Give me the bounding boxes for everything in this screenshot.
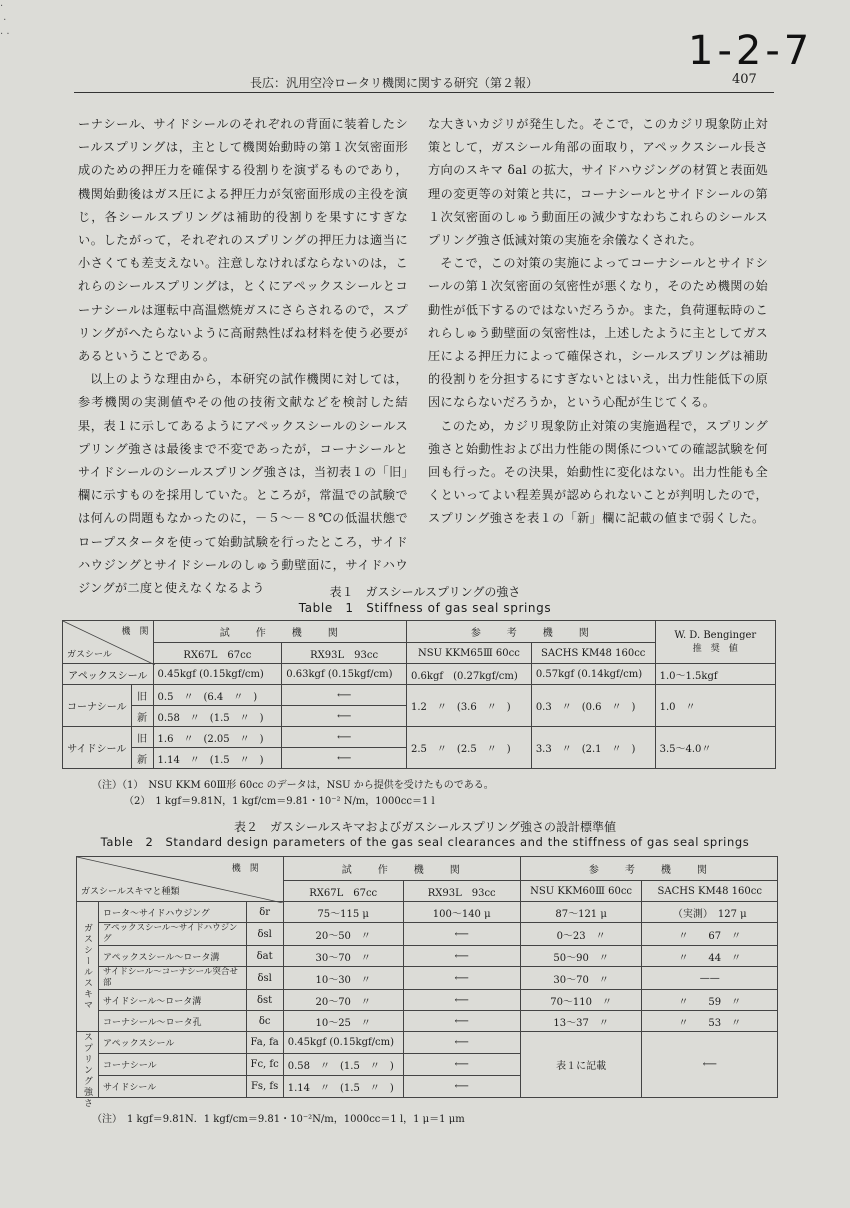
table-row xyxy=(77,1011,778,1032)
table-cell: 10～30 〃 xyxy=(283,967,403,990)
row-label: アペックスシール xyxy=(63,664,154,685)
symbol: δsl xyxy=(246,967,283,990)
table-cell: 2.5 〃 (2.5 〃 ) xyxy=(407,727,532,769)
table-cell: 〃 44 〃 xyxy=(642,946,778,967)
table-cell: 1.2 〃 (3.6 〃 ) xyxy=(407,685,532,727)
table-row xyxy=(63,664,776,685)
table-row xyxy=(77,967,778,990)
group-label-spring: スプリング強さ xyxy=(77,1032,99,1098)
table-cell: 10～25 〃 xyxy=(283,1011,403,1032)
table-cell: 0.58 〃 (1.5 〃 ) xyxy=(153,706,282,727)
table-cell: ⟵ xyxy=(403,1011,520,1032)
table-row xyxy=(77,1032,778,1054)
corner-top-label: 機 関 xyxy=(231,864,259,874)
new-label: 新 xyxy=(131,748,153,769)
table1 xyxy=(62,620,776,769)
row-label: サイドシール～コーナシール突合せ部 xyxy=(99,967,247,990)
table-cell: ⟵ xyxy=(403,1032,520,1054)
table-cell: 表１に記載 xyxy=(520,1032,642,1098)
old-label: 旧 xyxy=(131,727,153,748)
corner-bottom-label: ガスシールスキマと種類 xyxy=(81,887,180,897)
table1-benginger-header xyxy=(655,621,775,664)
row-label: コーナシール～ロータ孔 xyxy=(99,1011,247,1032)
benginger-name: W. D. Benginger xyxy=(674,630,757,641)
engine-header: RX93L 93cc xyxy=(282,643,407,664)
row-label: サイドシール xyxy=(99,1076,247,1098)
corner-top-label: 機 関 xyxy=(121,627,149,637)
table-cell: 75～115 μ xyxy=(283,902,403,923)
table-cell: 3.3 〃 (2.1 〃 ) xyxy=(531,727,655,769)
old-label: 旧 xyxy=(131,685,153,706)
symbol: Fs, fs xyxy=(246,1076,283,1098)
table-cell: 1.0 〃 xyxy=(655,685,775,727)
table-cell: 0.45kgf (0.15kgf/cm) xyxy=(283,1032,403,1054)
running-header: 長広：汎用空冷ロータリ機関に関する研究（第２報） xyxy=(250,76,539,90)
row-label: ロータ～サイドハウジング xyxy=(99,902,247,923)
table-cell: ⟵ xyxy=(403,990,520,1011)
table-row xyxy=(77,946,778,967)
table-cell: 0～23 〃 xyxy=(520,923,642,946)
group-label-clearance: ガスシールスキマ xyxy=(77,902,99,1032)
table2-caption-ja: 表２ ガスシールスキマおよびガスシールスプリング強さの設計標準値 xyxy=(233,820,617,834)
table-cell: 〃 67 〃 xyxy=(642,923,778,946)
symbol: Fa, fa xyxy=(246,1032,283,1054)
table-cell: 0.57kgf (0.14kgf/cm) xyxy=(531,664,655,685)
new-label: 新 xyxy=(131,706,153,727)
symbol: δst xyxy=(246,990,283,1011)
table-cell: ⟵ xyxy=(403,946,520,967)
table-cell: 20～70 〃 xyxy=(283,990,403,1011)
same-as-arrow: ⟵ xyxy=(282,685,407,706)
table-cell: 1.14 〃 (1.5 〃 ) xyxy=(153,748,282,769)
table1-caption-en: Table 1 Stiffness of gas seal springs xyxy=(298,601,552,615)
table-cell: 30～70 〃 xyxy=(520,967,642,990)
same-as-arrow: ⟵ xyxy=(282,706,407,727)
symbol: δat xyxy=(246,946,283,967)
row-label: アペックスシール xyxy=(99,1032,247,1054)
engine-header: NSU KKM65Ⅲ 60cc xyxy=(407,643,532,664)
row-label: コーナシール xyxy=(99,1054,247,1076)
table-cell: ⟵ xyxy=(403,1076,520,1098)
table-cell: ⟵ xyxy=(642,1032,778,1098)
table-cell: ⟵ xyxy=(403,967,520,990)
table-cell: 1.0～1.5kgf xyxy=(655,664,775,685)
row-label: サイドシール～ロータ溝 xyxy=(99,990,247,1011)
engine-header: RX93L 93cc xyxy=(403,881,520,902)
row-label: アペックスシール～サイドハウジング xyxy=(99,923,247,946)
table1-caption-ja: 表１ ガスシールスプリングの強さ xyxy=(329,585,521,599)
table-cell: 100～140 μ xyxy=(403,902,520,923)
table-row xyxy=(63,727,776,748)
benginger-sub: 推 奨 値 xyxy=(692,644,738,654)
symbol: δr xyxy=(246,902,283,923)
engine-header: NSU KKM60Ⅲ 60cc xyxy=(520,881,642,902)
paragraph: ーナシール、サイドシールのそれぞれの背面に装着したシールスプリングは，主として機関始動時の第１次気密面形成のための押圧力を確保する役割りを演ずるものであり，機関始動後はガス圧による押圧力が気密面形成の主役を演じ，各シールスプリングは補助的役割りを果すにすぎない。したがって，それぞれのスプリングの押圧力は適当に小さくても差支えない。注意しなければならないのは，これらのシールスプリングは，とくにアペックスシールとコーナシールは運転中高温燃焼ガスにさらされるので，スプリングがへたらないように高耐熱性ばね材料を使う必要があるということである。 xyxy=(78,117,408,364)
table2-caption-en: Table 2 Standard design parameters of the gas seal clearances and the stiffness of gas seal springs xyxy=(100,835,750,849)
body-left-column xyxy=(78,113,408,600)
table-cell: 0.58 〃 (1.5 〃 ) xyxy=(283,1054,403,1076)
table2-group-ref: 参 考 機 関 xyxy=(520,857,777,881)
table1-group-ref: 参 考 機 関 xyxy=(407,621,656,643)
table2-corner xyxy=(77,857,284,902)
table1-corner xyxy=(63,621,154,664)
table-cell: 0.63kgf (0.15kgf/cm) xyxy=(282,664,407,685)
table-row xyxy=(63,685,776,706)
table-cell: 1.6 〃 (2.05 〃 ) xyxy=(153,727,282,748)
symbol: δc xyxy=(246,1011,283,1032)
table-cell: 87～121 μ xyxy=(520,902,642,923)
engine-header: SACHS KM48 160cc xyxy=(531,643,655,664)
symbol: Fc, fc xyxy=(246,1054,283,1076)
paragraph: な大きいカジリが発生した。そこで，このカジリ現象防止対策として，ガスシール角部の面取り，アペックスシール長さ方向のスキマ δal の拡大，サイドハウジングの材質と表面処理の変更等の対策と共に，コーナシールとサイドシールの第１次気密面のしゅう動面圧の減少すなわちこれらのシールスプリング強さ低減対策の実施を余儀なくされた。 xyxy=(428,117,768,248)
engine-header: SACHS KM48 160cc xyxy=(642,881,778,902)
table-cell: 0.6kgf (0.27kgf/cm) xyxy=(407,664,532,685)
page-number: 407 xyxy=(732,72,757,87)
table1-notes xyxy=(92,778,494,810)
table-cell: 20～50 〃 xyxy=(283,923,403,946)
table-cell: 3.5～4.0〃 xyxy=(655,727,775,769)
table-cell: ⟵ xyxy=(403,923,520,946)
paragraph: 以上のような理由から，本研究の試作機関に対しては，参考機関の実測値やその他の技術文献などを検討した結果，表１に示してあるようにアペックスシールのシールスプリング強さは最後まで不変であったが，コーナシールとサイドシールのシールスプリング強さは，当初表１の「旧」欄に示すものを採用していた。ところが，常温での試験では何んの問題もなかったのに，－５～－８℃の低温状態でロープスタータを使って始動試験を行ったところ，サイドハウジングとサイドシールのしゅう動壁面に，サイドハウジングが二度と使えなくなるよう xyxy=(78,372,408,596)
table-cell: 30～70 〃 xyxy=(283,946,403,967)
engine-header: RX67L 67cc xyxy=(283,881,403,902)
table2-note: （注） 1 kgf＝9.81N．1 kgf/cm＝9.81・10⁻²N/m，1000cc＝1 l，1 μ＝1 μm xyxy=(92,1114,465,1125)
handwritten-note: 1-2-7 xyxy=(688,28,814,74)
table-row xyxy=(77,990,778,1011)
engine-header: RX67L 67cc xyxy=(153,643,282,664)
same-as-arrow: ⟵ xyxy=(282,748,407,769)
table-cell: 〃 53 〃 xyxy=(642,1011,778,1032)
paragraph: このため，カジリ現象防止対策の実施過程で，スプリング強さと始動性および出力性能の関係についての確認試験を何回も行った。その決果，始動性に変化はない。出力性能も全くといってよい程差異が認められないことが判明したので，スプリング強さを表１の「新」欄に記載の値まで弱くした。 xyxy=(428,418,768,526)
row-label: サイドシール xyxy=(63,727,132,769)
table-cell: 13～37 〃 xyxy=(520,1011,642,1032)
table-cell: —— xyxy=(642,967,778,990)
table-cell: 50～90 〃 xyxy=(520,946,642,967)
symbol: δsl xyxy=(246,923,283,946)
table-row xyxy=(77,902,778,923)
paragraph: そこで，この対策の実施によってコーナシールとサイドシールの第１次気密面の気密性が悪くなり，そのため機関の始動性が低下するのではないだろうか。また，負荷運転時のこれらしゅう動壁面の気密性は，上述したように主としてガス圧による押圧力によって確保され，シールスプリングは補助的役割りを分担するにすぎないとはいえ，出力性能低下の原因にならないだろうか，という心配が生じてくる。 xyxy=(428,256,768,410)
corner-diagonal xyxy=(77,857,283,903)
table-row xyxy=(77,923,778,946)
body-right-column xyxy=(428,113,768,531)
corner-bottom-label: ガスシール xyxy=(67,650,112,660)
scan-specks: · · · · xyxy=(0,1,10,40)
table-cell: 70～110 〃 xyxy=(520,990,642,1011)
table2 xyxy=(76,856,778,1109)
corner-diagonal xyxy=(63,621,155,665)
table1-group-trial: 試 作 機 関 xyxy=(153,621,406,643)
table-cell: 〃 59 〃 xyxy=(642,990,778,1011)
table-cell: 0.45kgf (0.15kgf/cm) xyxy=(153,664,282,685)
table1-note: （2） 1 kgf＝9.81N，1 kgf/cm＝9.81・10⁻² N/m，1000cc＝1 l xyxy=(124,796,435,807)
table-cell: 0.5 〃 (6.4 〃 ) xyxy=(153,685,282,706)
table-cell: ⟵ xyxy=(403,1054,520,1076)
table2-group-trial: 試 作 機 関 xyxy=(283,857,520,881)
row-label: アペックスシール～ロータ溝 xyxy=(99,946,247,967)
table1-note: （注）（1） NSU KKM 60Ⅲ形 60cc のデータは，NSU から提供を受けたものである。 xyxy=(92,780,494,791)
row-label: コーナシール xyxy=(63,685,132,727)
table-cell: （実測） 127 μ xyxy=(642,902,778,923)
header-rule xyxy=(74,92,774,93)
table-cell: 0.3 〃 (0.6 〃 ) xyxy=(531,685,655,727)
table-cell: 1.14 〃 (1.5 〃 ) xyxy=(283,1076,403,1098)
same-as-arrow: ⟵ xyxy=(282,727,407,748)
